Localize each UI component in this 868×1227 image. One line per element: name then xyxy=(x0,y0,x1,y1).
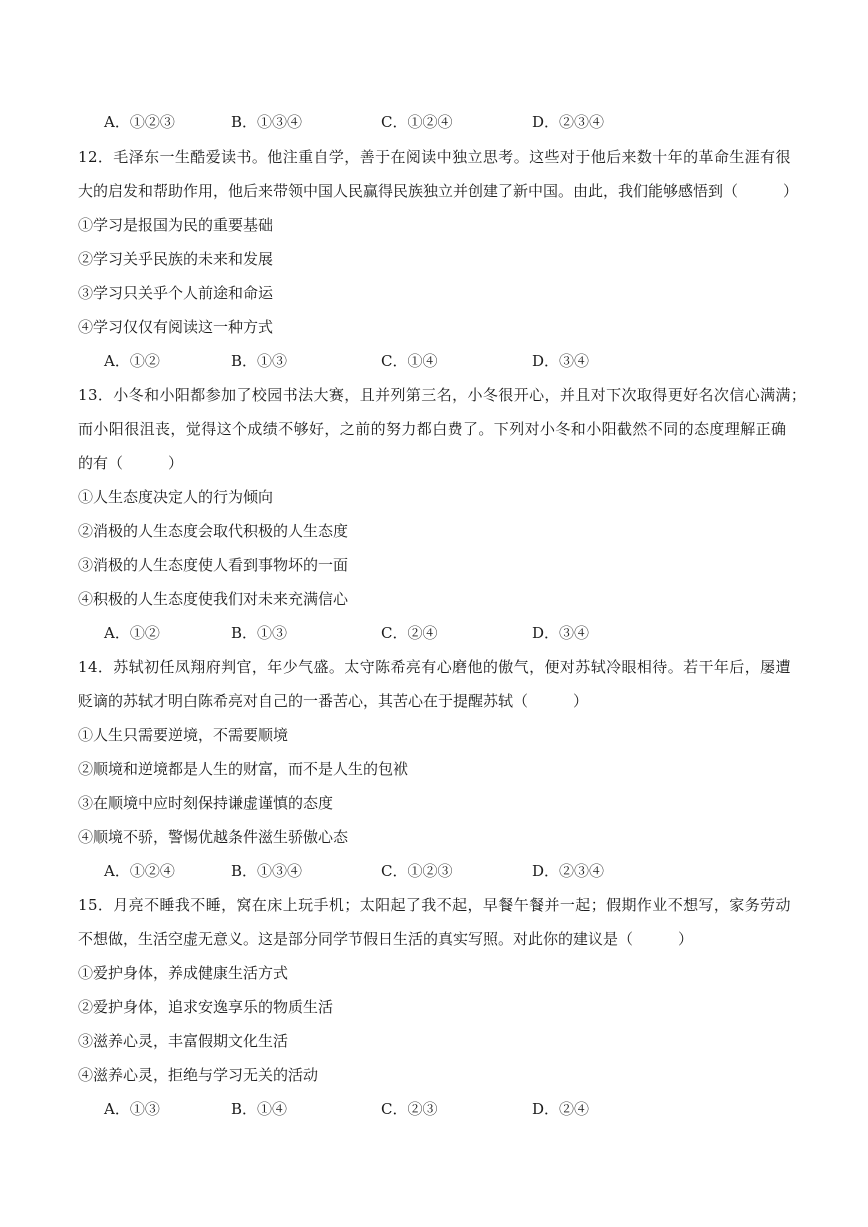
q13-statement-4: ④积极的人生态度使我们对未来充满信心 xyxy=(78,590,349,608)
q11-options xyxy=(104,112,664,132)
q13-options xyxy=(104,623,664,643)
q14-statement-2: ②顺境和逆境都是人生的财富，而不是人生的包袱 xyxy=(78,760,409,778)
q15-options xyxy=(104,1099,664,1119)
q15-option-c[interactable]: C．②③ xyxy=(381,1100,438,1118)
q11-option-b[interactable]: B．①③④ xyxy=(231,113,303,131)
q12-statement-1: ①学习是报国为民的重要基础 xyxy=(78,216,274,234)
q14-statement-3: ③在顺境中应时刻保持谦虚谨慎的态度 xyxy=(78,794,334,812)
q12-statement-2: ②学习关乎民族的未来和发展 xyxy=(78,250,274,268)
q14-statement-1: ①人生只需要逆境，不需要顺境 xyxy=(78,726,289,744)
q15-option-a[interactable]: A．①③ xyxy=(104,1100,160,1118)
q13-statement-1: ①人生态度决定人的行为倾向 xyxy=(78,488,274,506)
q14-stem-line-1: 14．苏轼初任凤翔府判官，年少气盛。太守陈希亮有心磨他的傲气，便对苏轼冷眼相待。若干年后，屡遭 xyxy=(78,658,791,676)
q13-statement-2: ②消极的人生态度会取代积极的人生态度 xyxy=(78,522,349,540)
q14-option-a[interactable]: A．①②④ xyxy=(104,862,175,880)
q15-statement-1: ①爱护身体，养成健康生活方式 xyxy=(78,964,289,982)
q12-options xyxy=(104,351,664,371)
q15-option-b[interactable]: B．①④ xyxy=(231,1100,288,1118)
q12-option-b[interactable]: B．①③ xyxy=(231,352,288,370)
q11-option-d[interactable]: D．②③④ xyxy=(532,113,605,131)
q14-options xyxy=(104,861,664,881)
q14-stem-line-2: 贬谪的苏轼才明白陈希亮对自己的一番苦心，其苦心在于提醒苏轼（ ） xyxy=(78,692,589,710)
q15-statement-4: ④滋养心灵，拒绝与学习无关的活动 xyxy=(78,1066,319,1084)
q12-option-c[interactable]: C．①④ xyxy=(381,352,438,370)
q13-stem-line-1: 13．小冬和小阳都参加了校园书法大赛，且并列第三名，小冬很开心，并且对下次取得更好名次信心满满； xyxy=(78,386,807,404)
q15-stem-line-1: 15．月亮不睡我不睡，窝在床上玩手机；太阳起了我不起，早餐午餐并一起；假期作业不想写，家务劳动 xyxy=(78,896,791,914)
q12-statement-3: ③学习只关乎个人前途和命运 xyxy=(78,284,274,302)
q15-statement-2: ②爱护身体，追求安逸享乐的物质生活 xyxy=(78,998,334,1016)
q15-statement-3: ③滋养心灵，丰富假期文化生活 xyxy=(78,1032,289,1050)
q14-statement-4: ④顺境不骄，警惕优越条件滋生骄傲心态 xyxy=(78,828,349,846)
q13-option-a[interactable]: A．①② xyxy=(104,624,160,642)
q13-option-c[interactable]: C．②④ xyxy=(381,624,438,642)
q13-statement-3: ③消极的人生态度使人看到事物坏的一面 xyxy=(78,556,349,574)
q12-stem-line-1: 12．毛泽东一生酷爱读书。他注重自学，善于在阅读中独立思考。这些对于他后来数十年的革命生涯有很 xyxy=(78,148,791,166)
q14-option-c[interactable]: C．①②③ xyxy=(381,862,453,880)
q11-option-c[interactable]: C．①②④ xyxy=(381,113,453,131)
q14-option-d[interactable]: D．②③④ xyxy=(532,862,605,880)
q13-option-b[interactable]: B．①③ xyxy=(231,624,288,642)
q12-statement-4: ④学习仅仅有阅读这一种方式 xyxy=(78,318,274,336)
q13-option-d[interactable]: D．③④ xyxy=(532,624,590,642)
q14-option-b[interactable]: B．①③④ xyxy=(231,862,303,880)
q11-option-a[interactable]: A．①②③ xyxy=(104,113,175,131)
q15-option-d[interactable]: D．②④ xyxy=(532,1100,590,1118)
q12-stem-line-2: 大的启发和帮助作用，他后来带领中国人民赢得民族独立并创建了新中国。由此，我们能够感悟到（ ） xyxy=(78,182,799,200)
q12-option-a[interactable]: A．①② xyxy=(104,352,160,370)
q13-stem-line-2: 而小阳很沮丧，觉得这个成绩不够好，之前的努力都白费了。下列对小冬和小阳截然不同的态度理解正确 xyxy=(78,420,787,438)
q13-stem-line-3: 的有（ ） xyxy=(78,454,184,472)
q15-stem-line-2: 不想做，生活空虚无意义。这是部分同学节假日生活的真实写照。对此你的建议是（ ） xyxy=(78,930,694,948)
q12-option-d[interactable]: D．③④ xyxy=(532,352,590,370)
